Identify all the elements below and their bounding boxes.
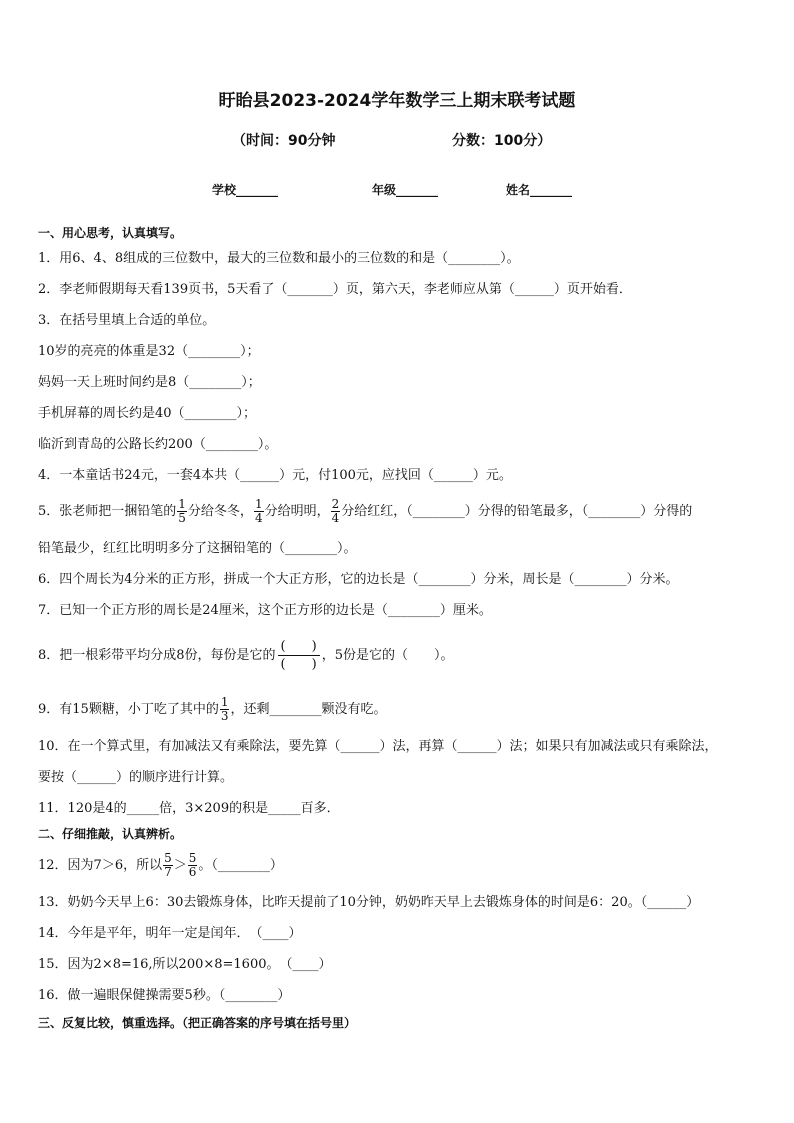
exam-time: （时间：90分钟 <box>232 133 336 149</box>
q5-text-b: 分给冬冬， <box>187 504 253 519</box>
fraction-5-7 <box>163 852 173 879</box>
fraction-numerator: 1 <box>220 695 229 709</box>
question-8 <box>38 638 453 673</box>
fraction-1-5 <box>177 498 187 525</box>
fraction-denominator: 3 <box>220 709 229 723</box>
question-14: 14．今年是平年，明年一定是闰年． （____） <box>38 926 302 941</box>
fraction-numerator: 2 <box>331 497 340 511</box>
fraction-1-4 <box>254 498 264 525</box>
fraction-denominator: 4 <box>254 511 263 525</box>
fraction-denominator-blank: ( ) <box>280 657 317 672</box>
fraction-numerator: 1 <box>254 497 263 511</box>
question-1: 1．用6、4、8组成的三位数中，最大的三位数和最小的三位数的和是（________）。 <box>38 251 520 266</box>
question-13: 13．奶奶今天早上6：30去锻炼身体，比昨天提前了10分钟，奶奶昨天早上去锻炼身体的时间是6：20。（______） <box>38 895 700 910</box>
question-9 <box>38 696 386 723</box>
question-4: 4．一本童话书24元，一套4本共（______）元，付100元，应找回（______）元。 <box>38 468 512 483</box>
q9-text-a: 9．有15颗糖，小丁吃了其中的 <box>38 702 219 717</box>
fraction-2-4 <box>331 498 341 525</box>
q5-text-c: 分给明明， <box>264 504 330 519</box>
greater-than-sign: ＞ <box>173 858 187 873</box>
q5-text-d: 分给红红，（________）分得的铅笔最多，（________）分得的 <box>341 504 693 519</box>
question-3c: 手机屏幕的周长约是40（________）； <box>38 406 257 421</box>
question-11: 11．120是4的_____倍，3×209的积是_____百多． <box>38 801 340 816</box>
section-1-heading: 一、用心思考，认真填写。 <box>38 226 183 240</box>
fraction-denominator: 7 <box>164 865 172 879</box>
fraction-denominator: 5 <box>178 511 186 525</box>
question-3b: 妈妈一天上班时间约是8（________）； <box>38 375 261 390</box>
question-7: 7．已知一个正方形的周长是24厘米，这个正方形的边长是（________）厘米。 <box>38 603 492 618</box>
q8-text-a: 8．把一根彩带平均分成8份，每份是它的 <box>38 648 276 663</box>
q5-text-a: 5．张老师把一捆铅笔的 <box>38 504 177 519</box>
question-10-cont: 要按（______）的顺序进行计算。 <box>38 770 234 785</box>
question-12 <box>38 852 283 879</box>
question-16: 16．做一遍眼保健操需要5秒。（________） <box>38 988 291 1003</box>
school-field: 学校_______ <box>212 183 279 197</box>
fraction-numerator: 5 <box>164 851 172 865</box>
fraction-5-6 <box>188 852 198 879</box>
question-6: 6．四个周长为4分米的正方形，拼成一个大正方形，它的边长是（________）分米，周长是（________）分米。 <box>38 572 679 587</box>
fraction-1-3 <box>220 696 230 723</box>
name-field: 姓名_______ <box>506 183 573 197</box>
question-5-cont: 铅笔最少，红红比明明多分了这捆铅笔的（________）。 <box>38 541 357 556</box>
q8-text-b: ，5份是它的（ ）。 <box>321 648 454 663</box>
exam-score: 分数：100分） <box>452 133 552 149</box>
blank-fraction <box>278 638 320 673</box>
question-3a: 10岁的亮亮的体重是32（________）； <box>38 344 260 359</box>
q12-text-a: 12．因为7＞6，所以 <box>38 858 163 873</box>
fraction-numerator: 1 <box>178 497 186 511</box>
question-15: 15．因为2×8=16,所以200×8=1600。 （____） <box>38 957 332 972</box>
question-10: 10．在一个算式里，有加减法又有乘除法，要先算（______）法，再算（______）法；如果只有加减法或只有乘除法， <box>38 739 718 754</box>
grade-field: 年级_______ <box>372 183 439 197</box>
fraction-numerator: 5 <box>188 851 197 865</box>
section-3-heading: 三、反复比较，慎重选择。（把正确答案的序号填在括号里） <box>38 1016 357 1030</box>
fraction-denominator: 6 <box>188 865 197 879</box>
fraction-numerator-blank: ( ) <box>278 638 320 656</box>
page-title: 盱眙县2023-2024学年数学三上期末联考试题 <box>218 91 576 111</box>
question-2: 2．李老师假期每天看139页书，5天看了（_______）页，第六天，李老师应从第（______）页开始看． <box>38 282 632 297</box>
question-3: 3．在括号里填上合适的单位。 <box>38 313 216 328</box>
q9-text-b: ，还剩________颗没有吃。 <box>230 702 387 717</box>
question-3d: 临沂到青岛的公路长约200（________）。 <box>38 437 278 452</box>
fraction-denominator: 4 <box>331 511 340 525</box>
question-5 <box>38 498 692 525</box>
section-2-heading: 二、仔细推敲，认真辨析。 <box>38 827 183 841</box>
q12-text-b: 。（________） <box>198 858 283 873</box>
